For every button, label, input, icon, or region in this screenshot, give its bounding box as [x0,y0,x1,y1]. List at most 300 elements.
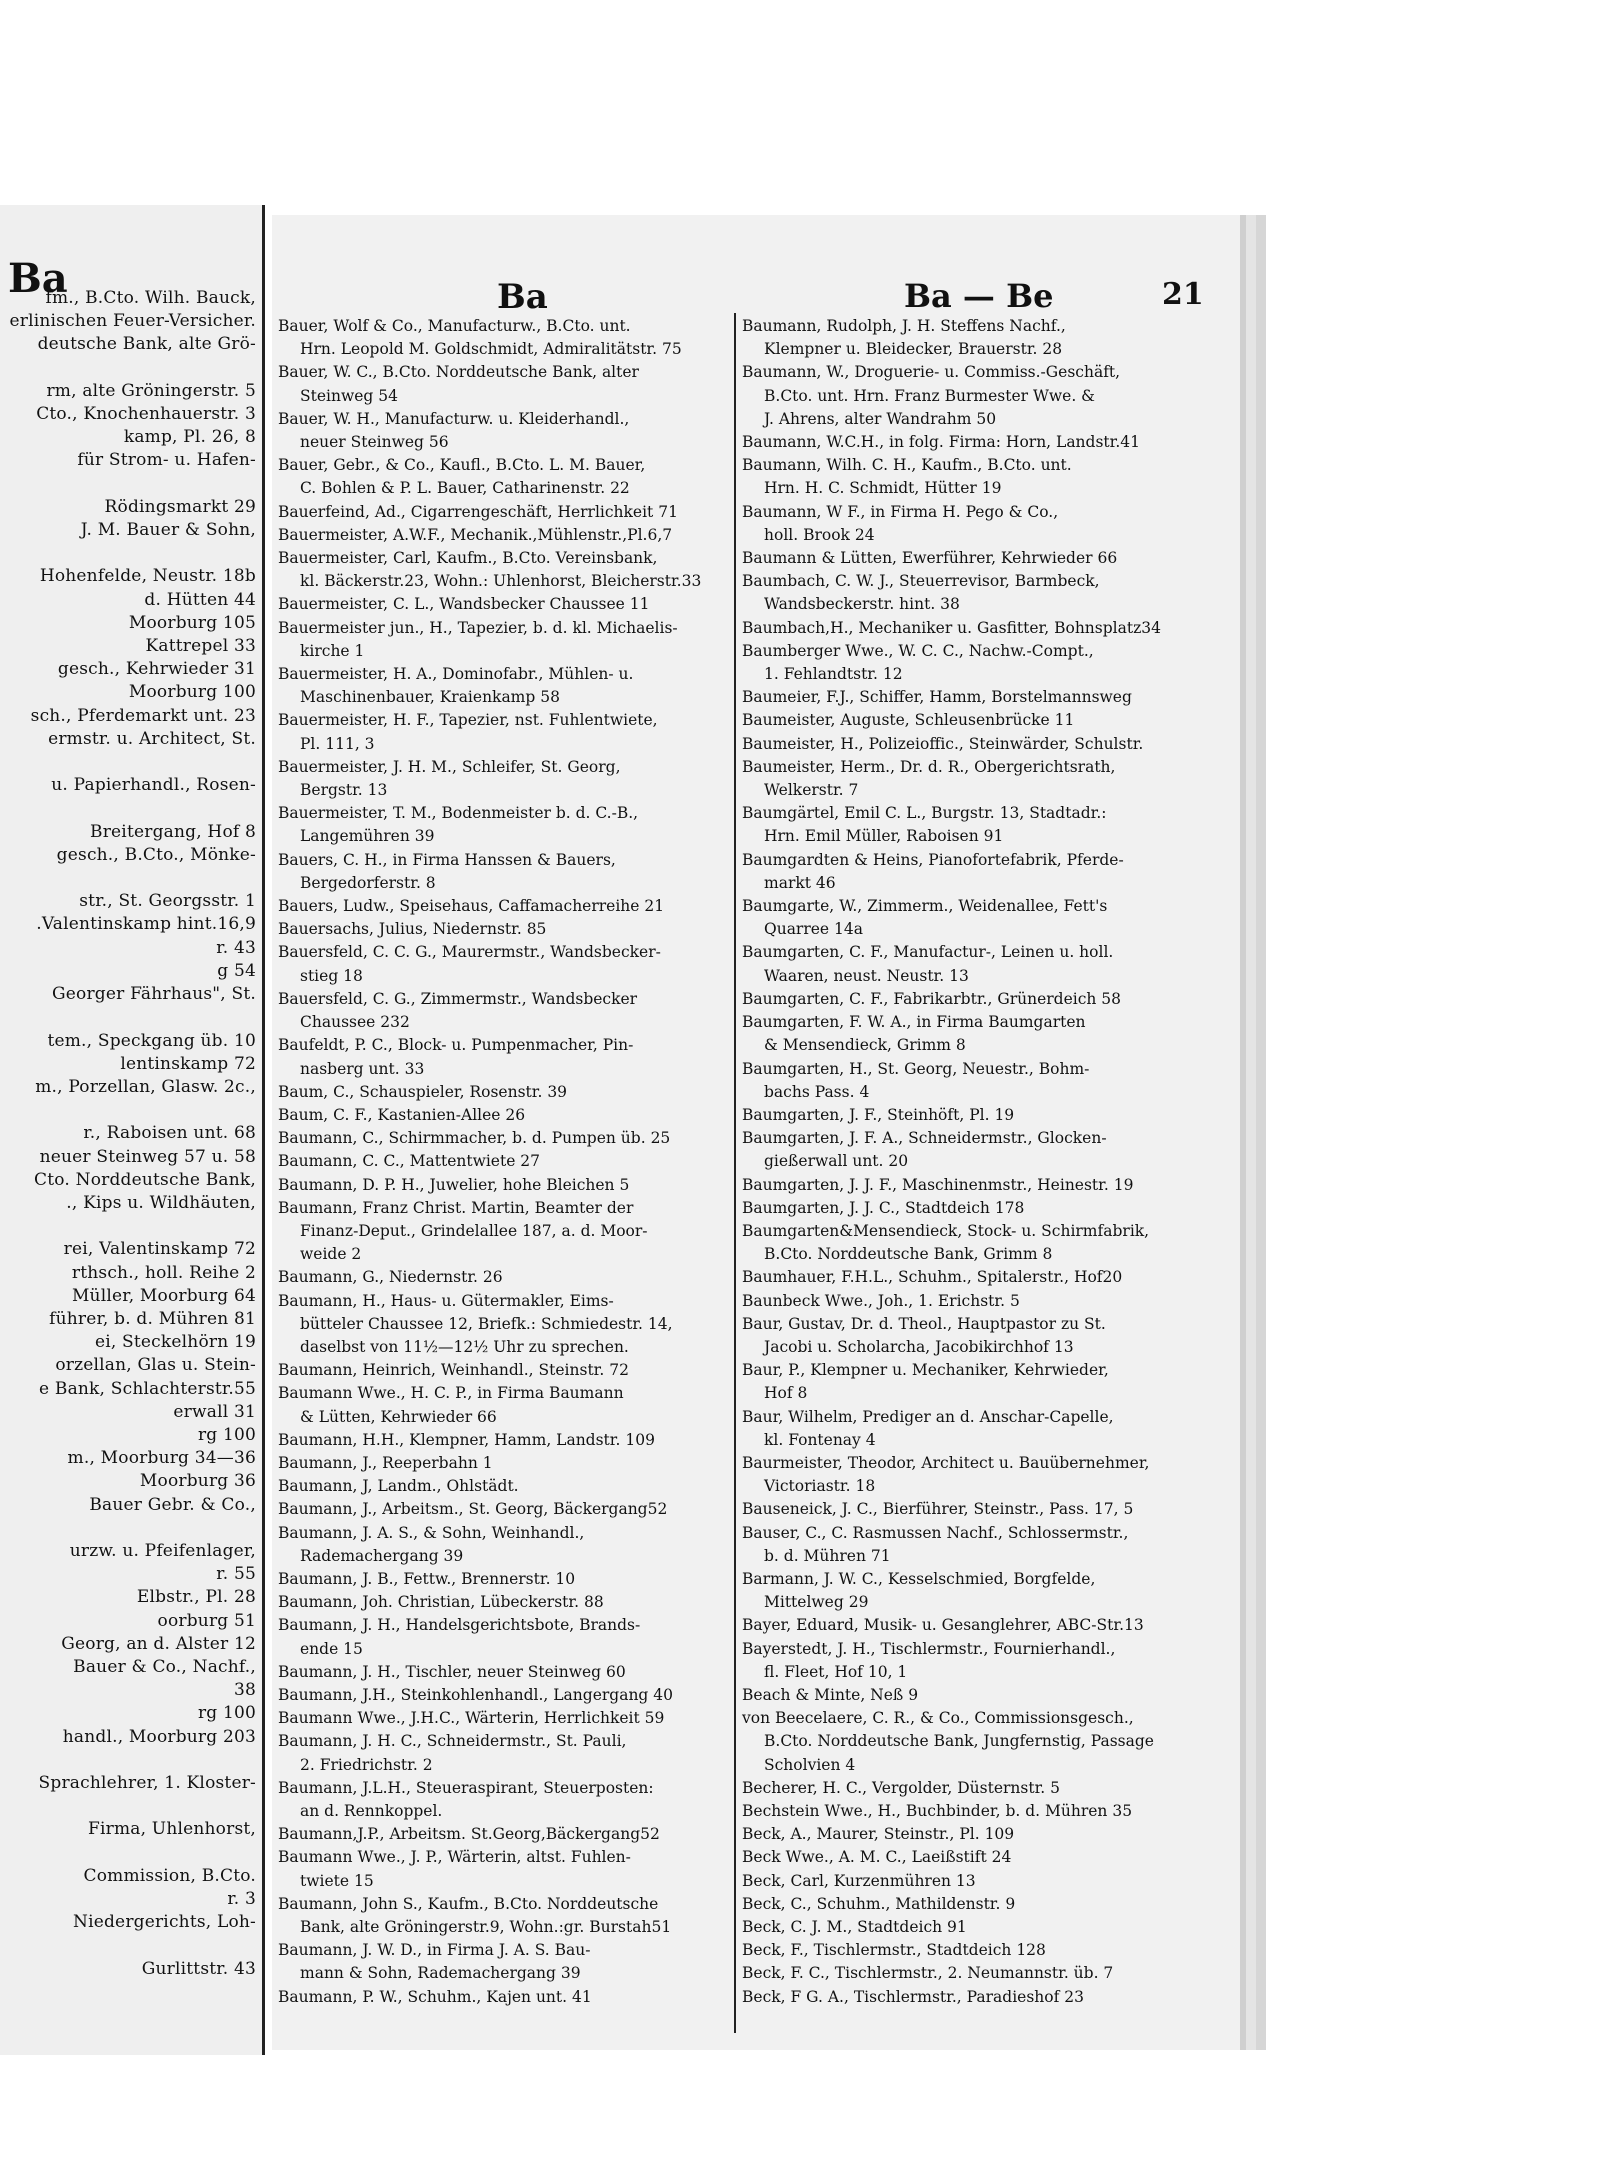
entry-name-line: Baumann, Heinrich, Weinhandl., Steinstr. 72 [278,1361,629,1380]
left-page-header: Ba [8,255,68,302]
directory-entry [742,686,1188,709]
left-page-line: m., Moorburg 34—36 [67,1448,256,1469]
entry-name-line: Baumberger Wwe., W. C. C., Nachw.-Compt., [742,641,1094,660]
entry-continuation-line: B.Cto. Norddeutsche Bank, Grimm 8 [764,1245,1053,1264]
entry-name-line: Baumgarten, F. W. A., in Firma Baumgarten [742,1013,1086,1032]
left-page-line: Gurlittstr. 43 [141,1958,256,1979]
entry-name-line: Baumgärtel, Emil C. L., Burgstr. 13, Stadtadr.: [742,804,1107,823]
entry-column-right [742,315,1188,2009]
directory-entry [278,315,724,361]
entry-name-line: Baumann, C., Schirmmacher, b. d. Pumpen üb. 25 [278,1129,671,1148]
directory-entry [742,361,1188,431]
directory-entry [278,1104,724,1127]
entry-name-line: Baumann,J.P., Arbeitsm. St.Georg,Bäckergang52 [278,1825,660,1844]
left-page-line: rei, Valentinskamp 72 [63,1239,256,1260]
directory-entry [278,547,724,593]
directory-entry [742,1846,1188,1869]
left-page-line: ., Kips u. Wildhäuten, [66,1192,256,1213]
directory-entry [742,1939,1188,1962]
entry-name-line: Bayerstedt, J. H., Tischlermstr., Fournierhandl., [742,1639,1116,1658]
directory-entry [742,1707,1188,1777]
left-page-line: Commission, B.Cto. [83,1865,256,1886]
entry-name-line: Baumgarten, C. F., Manufactur-, Leinen u. holl. [742,943,1114,962]
entry-continuation-line: Langemühren 39 [300,827,435,846]
directory-entry [278,1684,724,1707]
entry-continuation-line: Bergstr. 13 [300,781,388,800]
entry-name-line: Beck, F., Tischlermstr., Stadtdeich 128 [742,1941,1046,1960]
directory-entry [742,1800,1188,1823]
entry-name-line: Baumgardten & Heins, Pianofortefabrik, Pferde- [742,850,1124,869]
left-page-line: m., Porzellan, Glasw. 2c., [35,1076,256,1097]
entry-name-line: Bauser, C., C. Rasmussen Nachf., Schlossermstr., [742,1523,1129,1542]
left-page-line: rthsch., holl. Reihe 2 [71,1262,256,1283]
directory-entry [278,1150,724,1173]
page-header-left: Ba [497,277,548,317]
entry-name-line: Bauer, W. H., Manufacturw. u. Kleiderhandl., [278,409,630,428]
directory-entry [278,1730,724,1776]
left-page-line: neuer Steinweg 57 u. 58 [39,1146,256,1167]
entry-continuation-line: kl. Fontenay 4 [764,1430,876,1449]
left-page-line [0,473,256,496]
left-page-line: Rödingsmarkt 29 [104,496,256,517]
directory-entry [278,454,724,500]
directory-entry [742,1870,1188,1893]
directory-entry [278,1429,724,1452]
entry-name-line: Baumann, John S., Kaufm., B.Cto. Norddeutsche [278,1894,659,1913]
entry-name-line: Baumann, J, Landm., Ohlstädt. [278,1477,519,1496]
left-page-line: kamp, Pl. 26, 8 [123,427,256,448]
directory-entry [278,1127,724,1150]
directory-entry [278,1614,724,1660]
directory-entry [278,1197,724,1267]
left-page-line: str., St. Georgsstr. 1 [79,891,256,912]
left-page-line: Georger Fährhaus", St. [52,984,256,1005]
entry-continuation-line: an d. Rennkoppel. [300,1802,443,1820]
left-page-line [0,797,256,820]
directory-entry [742,1893,1188,1916]
left-page-line: Moorburg 36 [139,1471,256,1492]
entry-continuation-line: Pl. 111, 3 [300,734,375,753]
entry-continuation-line: daselbst von 11½—12½ Uhr zu sprechen. [300,1337,629,1356]
entry-name-line: Bauer, W. C., B.Cto. Norddeutsche Bank, alter [278,363,639,382]
entry-name-line: Bauers, C. H., in Firma Hanssen & Bauers, [278,850,616,869]
entry-name-line: Bayer, Eduard, Musik- u. Gesanglehrer, ABC-Str.13 [742,1616,1144,1635]
directory-entry [742,1313,1188,1359]
left-page-line: Bauer & Co., Nachf., [73,1656,256,1677]
directory-entry [742,1197,1188,1220]
directory-entry [742,1823,1188,1846]
left-page-line [0,1006,256,1029]
entry-continuation-line: Hrn. H. C. Schmidt, Hütter 19 [764,479,1002,498]
entry-name-line: Bauermeister, J. H. M., Schleifer, St. Georg, [278,757,621,776]
directory-entry [278,1174,724,1197]
directory-entry [278,756,724,802]
entry-name-line: Beck, F G. A., Tischlermstr., Paradieshof 23 [742,1987,1084,2006]
left-page-line: Moorburg 105 [128,612,256,633]
entry-name-line: Baumann, J. H. C., Schneidermstr., St. Pauli, [278,1732,627,1751]
entry-continuation-line: kl. Bäckerstr.23, Wohn.: Uhlenhorst, Bleicherstr.33 [300,572,702,591]
entry-continuation-line: Hof 8 [764,1384,808,1403]
entry-name-line: Bauermeister, H. F., Tapezier, nst. Fuhlentwiete, [278,711,658,730]
left-page-line: Sprachlehrer, 1. Kloster- [38,1773,256,1793]
left-page-line: Moorburg 100 [128,682,256,703]
directory-entry [742,988,1188,1011]
directory-entry [742,1359,1188,1405]
left-page-line: Niedergerichts, Loh- [73,1912,256,1933]
directory-entry [742,1011,1188,1057]
entry-name-line: Baumann, H., Haus- u. Gütermakler, Eims- [278,1291,614,1310]
directory-entry [278,1290,724,1360]
entry-continuation-line: & Lütten, Kehrwieder 66 [300,1407,497,1426]
entry-name-line: Baumann, J. W. D., in Firma J. A. S. Bau- [278,1941,591,1960]
entry-name-line: Bechstein Wwe., H., Buchbinder, b. d. Mühren 35 [742,1802,1133,1820]
entry-continuation-line: Hrn. Emil Müller, Raboisen 91 [764,827,1004,846]
entry-name-line: Bauerfeind, Ad., Cigarrengeschäft, Herrlichkeit 71 [278,502,678,521]
left-page-line: Elbstr., Pl. 28 [136,1587,256,1608]
left-page-line: handl., Moorburg 203 [62,1726,256,1747]
entry-name-line: Beck, C. J. M., Stadtdeich 91 [742,1918,967,1937]
entry-name-line: Baumann, W.C.H., in folg. Firma: Horn, Landstr.41 [742,433,1141,452]
directory-entry [278,1382,724,1428]
directory-entry [278,918,724,941]
entry-name-line: Baurmeister, Theodor, Architect u. Bauübernehmer, [742,1453,1150,1472]
directory-entry [278,593,724,616]
directory-entry [278,1568,724,1591]
left-page-line [0,751,256,774]
left-page-line: erlinischen Feuer-Versicher. [9,311,256,332]
left-page-line [0,1099,256,1122]
left-page-line: Bauer Gebr. & Co., [89,1494,256,1515]
entry-continuation-line: markt 46 [764,873,836,892]
left-page-line [0,1749,256,1772]
entry-name-line: Bauermeister, Carl, Kaufm., B.Cto. Vereinsbank, [278,549,658,568]
left-page-line [0,542,256,565]
entry-name-line: Beck, A., Maurer, Steinstr., Pl. 109 [742,1825,1015,1844]
directory-entry [742,1522,1188,1568]
entry-name-line: Baumgarte, W., Zimmerm., Weidenallee, Fett's [742,897,1108,916]
entry-name-line: Baumann Wwe., H. C. P., in Firma Baumann [278,1384,624,1403]
directory-entry [278,988,724,1034]
directory-entry [742,1916,1188,1939]
directory-entry [278,941,724,987]
entry-name-line: Baumann, W F., in Firma H. Pego & Co., [742,502,1059,521]
entry-continuation-line: ende 15 [300,1639,363,1658]
directory-entry [742,547,1188,570]
entry-continuation-line: gießerwall unt. 20 [764,1152,909,1171]
left-page-line: ei, Steckelhörn 19 [94,1332,256,1353]
entry-name-line: Baumann, J.L.H., Steueraspirant, Steuerposten: [278,1778,654,1797]
left-page-line: gesch., B.Cto., Mönke- [56,844,256,865]
entry-name-line: Baumann Wwe., J.H.C., Wärterin, Herrlichkeit 59 [278,1709,665,1728]
entry-name-line: Baumann, Rudolph, J. H. Steffens Nachf., [742,317,1066,335]
directory-entry [278,361,724,407]
directory-entry [278,1475,724,1498]
entry-name-line: Baumgarten, J. J. F., Maschinenmstr., Heinestr. 19 [742,1175,1134,1194]
entry-name-line: Baum, C., Schauspieler, Rosenstr. 39 [278,1082,568,1101]
entry-name-line: Baumgarten, H., St. Georg, Neuestr., Bohm- [742,1059,1090,1078]
entry-continuation-line: Wandsbeckerstr. hint. 38 [764,595,960,614]
entry-name-line: Baunbeck Wwe., Joh., 1. Erichstr. 5 [742,1291,1020,1310]
left-page-line: Breitergang, Hof 8 [90,821,256,842]
left-page-line: r. 3 [227,1889,256,1910]
left-page-line: r. 43 [216,937,256,958]
directory-entry [742,1962,1188,1985]
left-page-line: Hohenfelde, Neustr. 18b [39,566,256,587]
entry-name-line: Baumann, C. C., Mattentwiete 27 [278,1152,541,1171]
left-page-line [0,1215,256,1238]
entry-name-line: von Beecelaere, C. R., & Co., Commissionsgesch., [742,1709,1134,1728]
entry-name-line: Baur, P., Klempner u. Mechaniker, Kehrwieder, [742,1361,1109,1380]
left-page-line: Firma, Uhlenhorst, [87,1819,256,1840]
entry-continuation-line: Victoriastr. 18 [764,1477,876,1496]
entry-name-line: Baumann, W., Droguerie- u. Commiss.-Geschäft, [742,363,1121,382]
entry-name-line: Beck, Carl, Kurzenmühren 13 [742,1871,976,1890]
entry-continuation-line: Quarree 14a [764,920,863,939]
entry-continuation-line: 1. Fehlandtstr. 12 [764,665,903,684]
entry-name-line: Bauer, Wolf & Co., Manufacturw., B.Cto. unt. [278,317,631,335]
entry-name-line: Baumann, P. W., Schuhm., Kajen unt. 41 [278,1987,592,2006]
directory-entry [742,1127,1188,1173]
entry-continuation-line: stieg 18 [300,966,363,985]
entry-name-line: Baumeister, Auguste, Schleusenbrücke 11 [742,711,1075,730]
left-page-line: d. Hütten 44 [144,589,256,610]
entry-continuation-line: C. Bohlen & P. L. Bauer, Catharinenstr. 22 [300,479,630,498]
entry-name-line: Baumeister, Herm., Dr. d. R., Obergerichtsrath, [742,757,1116,776]
directory-entry [742,1290,1188,1313]
entry-name-line: Baumann & Lütten, Ewerführer, Kehrwieder 66 [742,549,1118,568]
left-page-line: u. Papierhandl., Rosen- [51,775,256,796]
entry-name-line: Baumbach,H., Mechaniker u. Gasfitter, Bohnsplatz34 [742,618,1161,637]
directory-entry [742,1174,1188,1197]
left-page-line: orzellan, Glas u. Stein- [55,1355,256,1376]
directory-entry [742,733,1188,756]
directory-entry [278,501,724,524]
entry-continuation-line: fl. Fleet, Hof 10, 1 [764,1662,908,1681]
directory-entry [278,1266,724,1289]
directory-entry [278,709,724,755]
directory-entry [278,1452,724,1475]
directory-entry [742,709,1188,732]
directory-entry [278,1081,724,1104]
entry-continuation-line: Maschinenbauer, Kraienkamp 58 [300,688,560,707]
entry-name-line: Baumann, Joh. Christian, Lübeckerstr. 88 [278,1593,604,1612]
entry-continuation-line: Welkerstr. 7 [764,781,859,800]
left-page-line: tem., Speckgang üb. 10 [47,1030,256,1051]
column-divider [734,313,736,2033]
entry-continuation-line: Hrn. Leopold M. Goldschmidt, Admiralitätstr. 75 [300,340,682,359]
left-page-line: lentinskamp 72 [120,1053,256,1074]
directory-entry [278,524,724,547]
entry-continuation-line: twiete 15 [300,1871,374,1890]
entry-name-line: Baumann, G., Niedernstr. 26 [278,1268,503,1287]
directory-entry [742,570,1188,616]
entry-name-line: Bauermeister jun., H., Tapezier, b. d. kl. Michaelis- [278,618,678,637]
entry-name-line: Beck Wwe., A. M. C., Laeißstift 24 [742,1848,1012,1867]
entry-continuation-line: 2. Friedrichstr. 2 [300,1755,433,1774]
left-page-line: g 54 [217,960,256,981]
entry-name-line: Bauermeister, T. M., Bodenmeister b. d. C.-B., [278,804,639,823]
directory-entry [742,895,1188,941]
directory-entry [742,1406,1188,1452]
left-page-line: J. M. Bauer & Sohn, [80,520,256,541]
directory-entry [278,1359,724,1382]
entry-continuation-line: holl. Brook 24 [764,525,875,544]
left-page-line: r., Raboisen unt. 68 [83,1123,256,1144]
directory-entry [278,1939,724,1985]
entry-continuation-line: B.Cto. unt. Hrn. Franz Burmester Wwe. & [764,386,1095,405]
entry-name-line: Baumbach, C. W. J., Steuerrevisor, Barmbeck, [742,572,1100,591]
entry-name-line: Bauers, Ludw., Speisehaus, Caffamacherreihe 21 [278,897,665,916]
left-page-line: fm., B.Cto. Wilh. Bauck, [45,288,256,308]
entry-continuation-line: Rademachergang 39 [300,1546,464,1565]
left-page-line: rg 100 [197,1703,256,1724]
left-page-line: deutsche Bank, alte Grö- [37,334,256,355]
entry-name-line: Baumann, Franz Christ. Martin, Beamter der [278,1198,634,1217]
entry-continuation-line: Finanz-Deput., Grindelallee 187, a. d. Moor- [300,1221,648,1240]
directory-entry [742,501,1188,547]
directory-entry [742,1220,1188,1266]
left-facing-page [0,205,265,2055]
directory-entry [742,802,1188,848]
entry-continuation-line: bütteler Chaussee 12, Briefk.: Schmiedestr. 14, [300,1314,673,1333]
left-page-line: erwall 31 [173,1401,256,1422]
left-page-line: .Valentinskamp hint.16,9 [36,914,256,935]
left-page-line: oorburg 51 [157,1610,256,1631]
entry-name-line: Bauersachs, Julius, Niedernstr. 85 [278,920,547,939]
entry-name-line: Baumeister, H., Polizeioffic., Steinwärder, Schulstr. [742,734,1144,753]
entry-name-line: Baumgarten, J. J. C., Stadtdeich 178 [742,1198,1025,1217]
entry-continuation-line: Chaussee 232 [300,1013,410,1032]
directory-entry [278,663,724,709]
left-page-line [0,1842,256,1865]
directory-entry [278,1986,724,2009]
entry-continuation-line: Bank, alte Gröningerstr.9, Wohn.:gr. Burstah51 [300,1918,672,1937]
directory-entry [742,1638,1188,1684]
page-header-right: Ba — Be [904,277,1054,315]
directory-entry [742,1452,1188,1498]
entry-name-line: Baumgarten, J. F., Steinhöft, Pl. 19 [742,1105,1015,1124]
directory-entry [742,941,1188,987]
entry-continuation-line: neuer Steinweg 56 [300,433,449,452]
left-page-line: Georg, an d. Alster 12 [61,1633,256,1654]
entry-name-line: Baumann, J. H., Handelsgerichtsbote, Brands- [278,1616,641,1635]
directory-entry [278,895,724,918]
entry-continuation-line: Bergedorferstr. 8 [300,873,436,892]
entry-name-line: Bauersfeld, C. C. G., Maurermstr., Wandsbecker- [278,943,661,962]
entry-continuation-line: bachs Pass. 4 [764,1082,870,1101]
directory-entry [278,1522,724,1568]
entry-name-line: Baumann, Wilh. C. H., Kaufm., B.Cto. unt. [742,456,1072,475]
page-number: 21 [1162,277,1204,312]
directory-entry [742,640,1188,686]
entry-name-line: Baumann, J., Arbeitsm., St. Georg, Bäckergang52 [278,1500,668,1519]
directory-entry [742,1777,1188,1800]
directory-entry [278,1707,724,1730]
directory-entry [742,617,1188,640]
left-page-line: gesch., Kehrwieder 31 [57,659,256,680]
entry-name-line: Baumann, J.H., Steinkohlenhandl., Langergang 40 [278,1685,673,1704]
entry-name-line: Baumann, H.H., Klempner, Hamm, Landstr. 109 [278,1430,655,1449]
left-page-line: für Strom- u. Hafen- [77,450,256,471]
directory-entry [278,1893,724,1939]
left-page-line: Cto. Norddeutsche Bank, [34,1169,256,1190]
directory-entry [742,315,1188,361]
left-page-line: ermstr. u. Architect, St. [48,728,256,749]
entry-name-line: Baumann, D. P. H., Juwelier, hohe Bleichen 5 [278,1175,630,1194]
entry-continuation-line: Mittelweg 29 [764,1593,869,1612]
left-page-line: Kattrepel 33 [145,636,256,657]
directory-entry [278,1846,724,1892]
entry-continuation-line: nasberg unt. 33 [300,1059,425,1078]
left-page-line [0,357,256,380]
directory-entry [278,1823,724,1846]
left-page-line: Müller, Moorburg 64 [71,1285,256,1306]
entry-name-line: Barmann, J. W. C., Kesselschmied, Borgfelde, [742,1569,1096,1588]
entry-continuation-line: b. d. Mühren 71 [764,1546,891,1565]
directory-entry [278,1777,724,1823]
directory-entry [742,454,1188,500]
entry-name-line: Baumann, J. A. S., & Sohn, Weinhandl., [278,1523,585,1542]
entry-name-line: Beach & Minte, Neß 9 [742,1685,919,1704]
directory-entry [278,617,724,663]
entry-name-line: Baumgarten&Mensendieck, Stock- u. Schirmfabrik, [742,1221,1150,1240]
entry-continuation-line: Jacobi u. Scholarcha, Jacobikirchhof 13 [764,1337,1074,1356]
entry-name-line: Baur, Wilhelm, Prediger an d. Anschar-Capelle, [742,1407,1114,1426]
entry-name-line: Bauermeister, C. L., Wandsbecker Chaussee 11 [278,595,650,614]
directory-entry [742,1684,1188,1707]
left-page-line: sch., Pferdemarkt unt. 23 [30,705,256,726]
entry-column-left [278,315,724,2009]
entry-continuation-line: Steinweg 54 [300,386,398,405]
entry-continuation-line: Scholvien 4 [764,1755,856,1774]
entry-name-line: Bauseneick, J. C., Bierführer, Steinstr., Pass. 17, 5 [742,1500,1134,1519]
directory-entry [278,1591,724,1614]
left-page-line: führer, b. d. Mühren 81 [49,1308,256,1329]
entry-name-line: Baumann, J. H., Tischler, neuer Steinweg 60 [278,1662,626,1681]
directory-entry [278,849,724,895]
directory-entry [742,1986,1188,2009]
entry-continuation-line: Waaren, neust. Neustr. 13 [764,966,969,985]
directory-entry [278,802,724,848]
entry-name-line: Baumann Wwe., J. P., Wärterin, altst. Fuhlen- [278,1848,631,1867]
left-page-line [0,867,256,890]
directory-entry [742,1058,1188,1104]
entry-name-line: Beck, F. C., Tischlermstr., 2. Neumannstr. üb. 7 [742,1964,1114,1983]
entry-name-line: Bauer, Gebr., & Co., Kaufl., B.Cto. L. M. Bauer, [278,456,646,475]
left-page-line: r. 55 [216,1564,256,1585]
directory-entry [278,1498,724,1521]
entry-name-line: Baumann, J. B., Fettw., Brennerstr. 10 [278,1569,576,1588]
directory-entry [742,756,1188,802]
directory-entry [278,1034,724,1080]
left-page-line: 38 [233,1680,256,1701]
entry-name-line: Baumhauer, F.H.L., Schuhm., Spitalerstr., Hof20 [742,1268,1123,1287]
left-page-line: urzw. u. Pfeifenlager, [69,1540,256,1561]
entry-continuation-line: Klempner u. Bleidecker, Brauerstr. 28 [764,340,1063,359]
directory-entry [742,1266,1188,1289]
entry-name-line: Bauersfeld, C. G., Zimmermstr., Wandsbecker [278,989,638,1008]
entry-name-line: Baumann, J., Reeperbahn 1 [278,1453,493,1472]
left-page-line [0,1517,256,1540]
entry-name-line: Baufeldt, P. C., Block- u. Pumpenmacher, Pin- [278,1036,634,1055]
entry-name-line: Baum, C. F., Kastanien-Allee 26 [278,1105,526,1124]
left-page-line [0,1795,256,1818]
entry-name-line: Baur, Gustav, Dr. d. Theol., Hauptpastor zu St. [742,1314,1106,1333]
directory-entry [278,1661,724,1684]
directory-entry [742,1614,1188,1637]
entry-continuation-line: J. Ahrens, alter Wandrahm 50 [764,409,997,428]
entry-name-line: Baumgarten, C. F., Fabrikarbtr., Grünerdeich 58 [742,989,1122,1008]
